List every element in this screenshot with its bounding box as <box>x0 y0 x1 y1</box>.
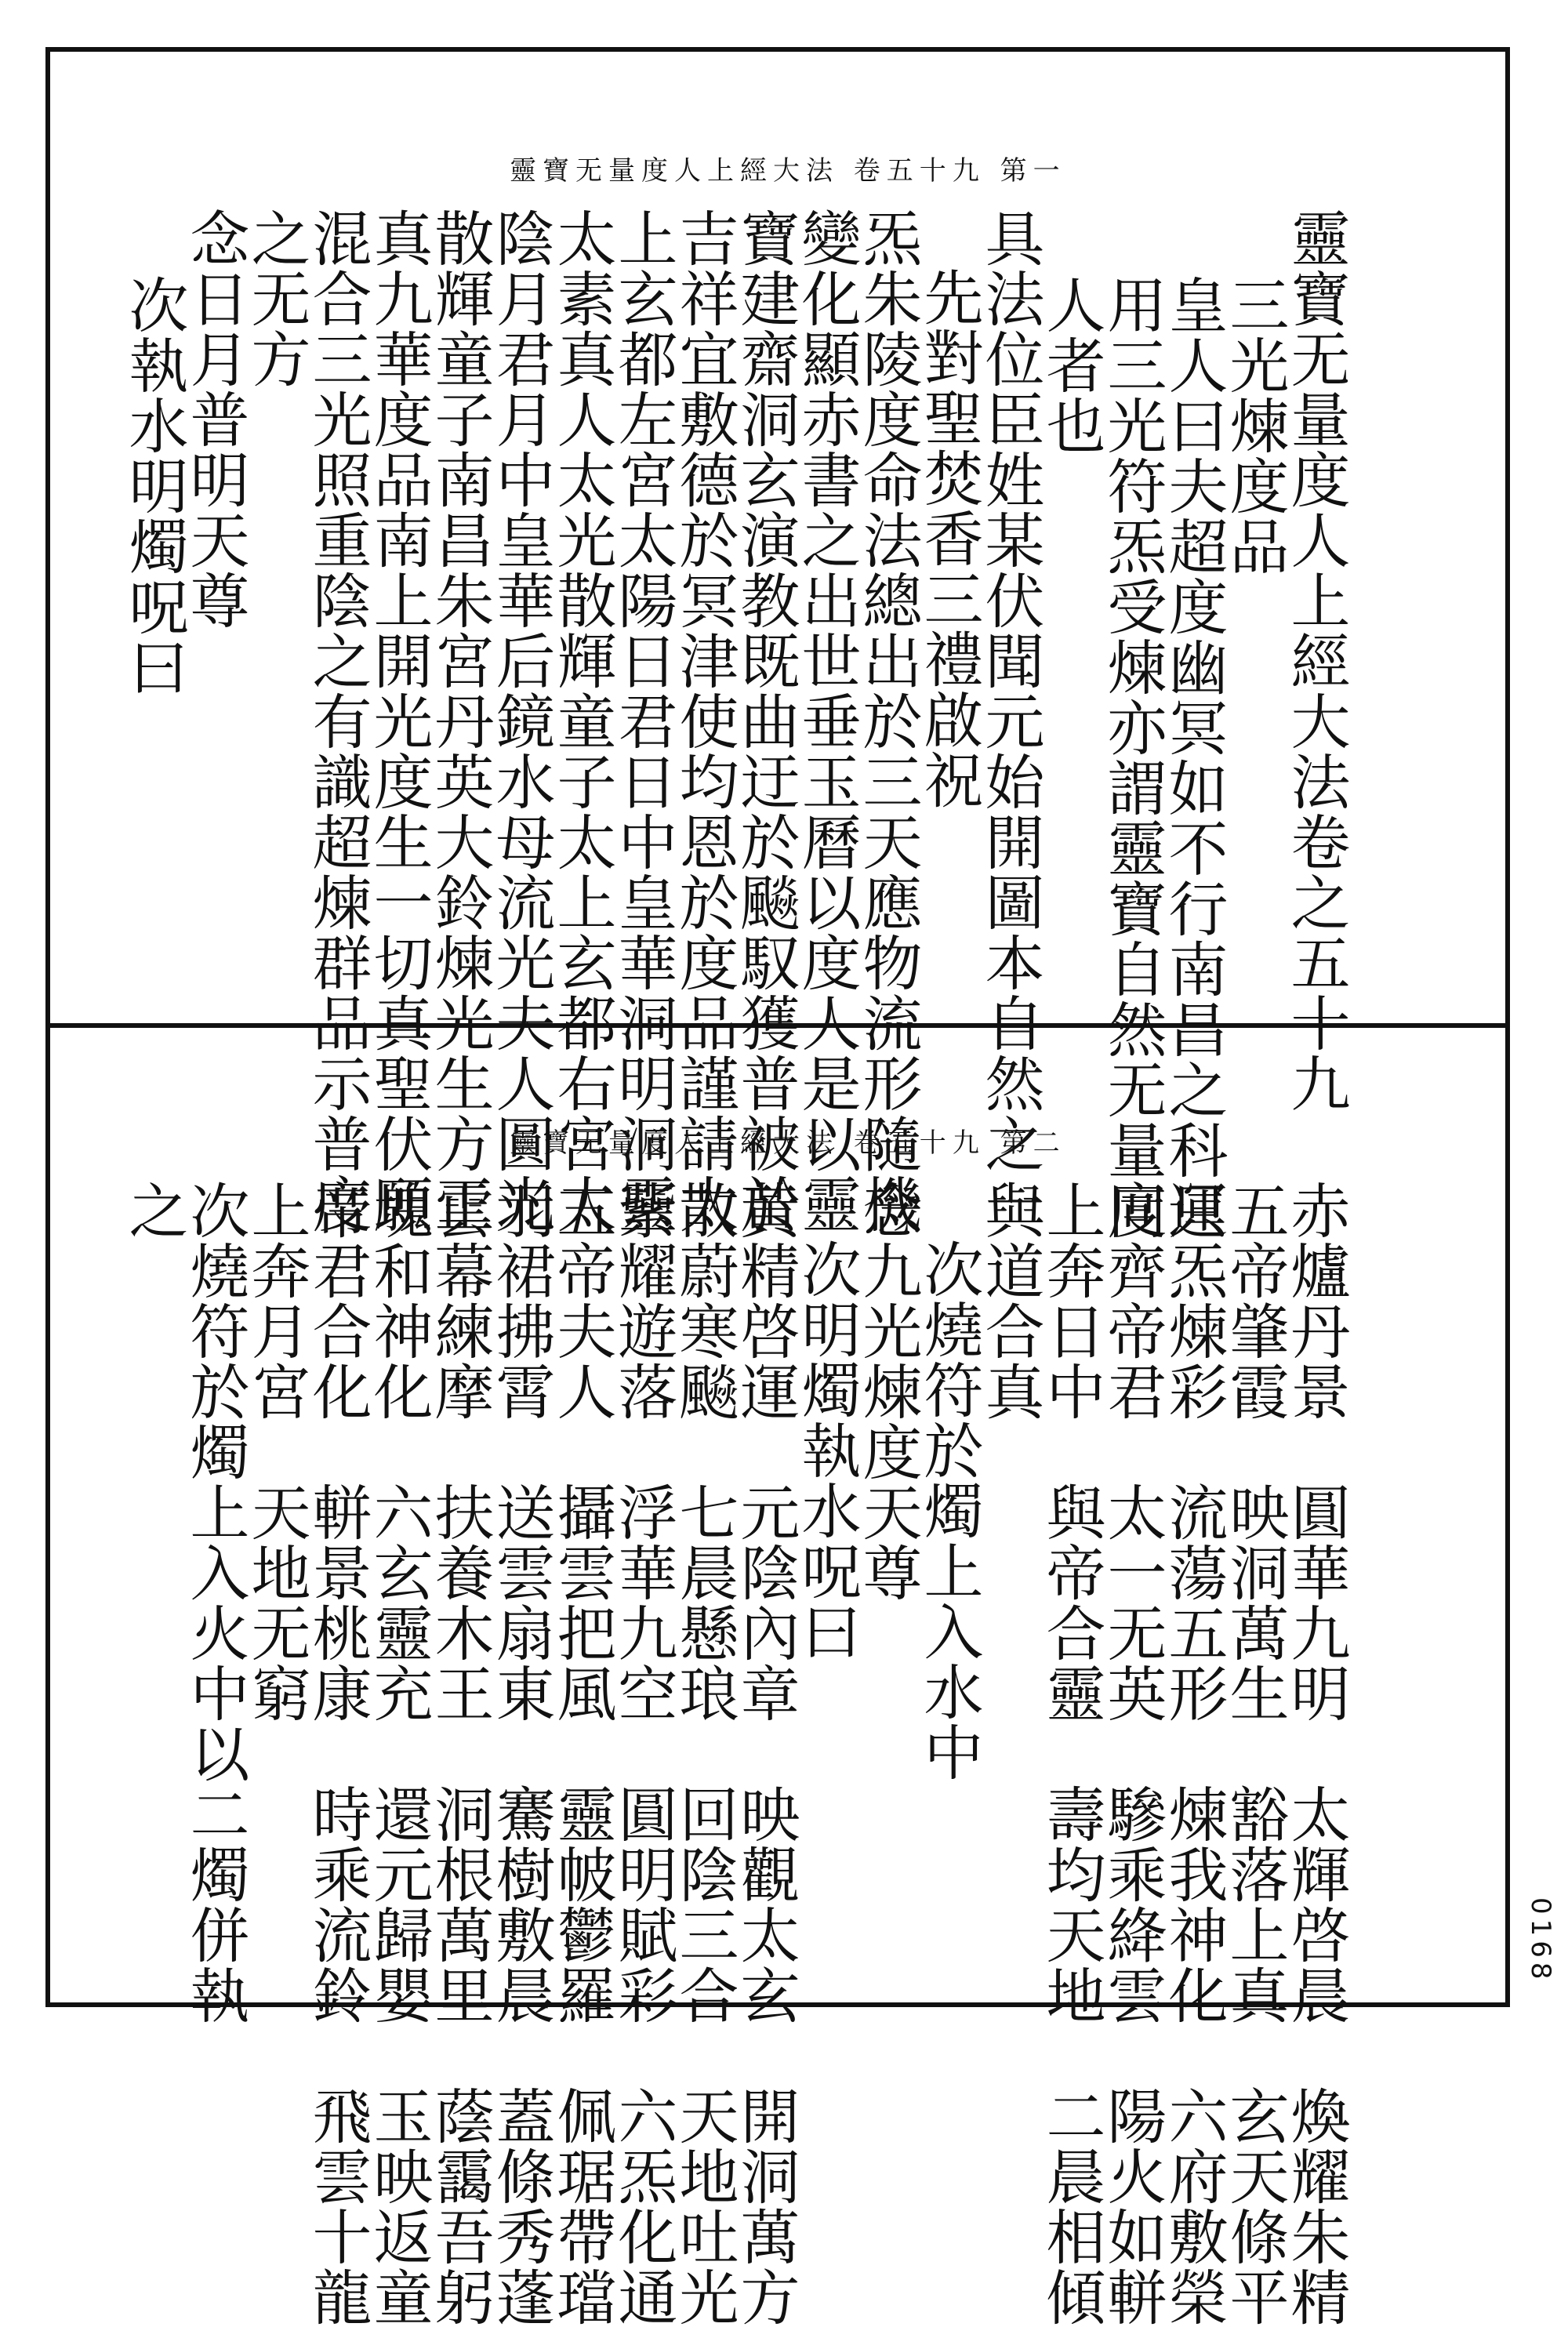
upper-text-column: 靈寶无量度人上經大法卷之五十九 <box>1281 208 1351 1113</box>
lower-text-column: 上奔日中 與帝合靈 壽均天地 二晨相傾 <box>1036 1180 1106 2327</box>
lower-text-column: 之 <box>119 1180 189 1240</box>
upper-text-column: 太素真人太光散輝童子太上玄都右宮太 <box>547 208 617 1234</box>
upper-text-column: 皇人曰夫超度幽冥如不行南昌之科只 <box>1159 274 1229 1240</box>
upper-text-column: 變化顯赤書之出世垂玉曆以度人是以靈 <box>792 208 862 1234</box>
lower-text-column: 赤爐丹景 圓華九明 太輝啓晨 煥耀朱精 <box>1281 1180 1351 2327</box>
lower-text-column: 次明燭執水呪曰 <box>792 1239 862 1661</box>
upper-text-column: 散輝童子南昌朱宮丹英大鈴煉光生方正 <box>425 208 495 1234</box>
lower-text-column: 念九光煉度天尊 <box>853 1180 923 1603</box>
sheet-number: 0168 <box>1525 1897 1556 1984</box>
upper-text-column: 次執水明燭呪曰 <box>119 274 189 697</box>
lower-text-column: 帝君合化 軿景桃康 時乘流鈴 飛雲十龍 <box>303 1180 372 2327</box>
lower-text-column: 散蔚寒飈 七晨懸琅 回陰三合 天地吐光 <box>670 1180 739 2327</box>
upper-text-column: 真九華度品南上開光度生一切真聖伏願 <box>364 208 434 1234</box>
lower-text-column: 與道合真 <box>975 1180 1045 1421</box>
lower-text-column: 同齊帝君 太一无英 驂乘絳雲 陽火如軿 <box>1098 1180 1167 2327</box>
lower-text-column: 紫耀遊落 浮華九空 圓明賦彩 六炁化通 <box>608 1180 678 2327</box>
upper-text-column: 吉祥宜敷德於冥津使均恩於度品謹請太 <box>670 208 739 1234</box>
lower-text-column: 五帝夫人 攝雲把風 靈帔鬱羅 佩琚帶璫 <box>547 1180 617 2327</box>
lower-text-column: 黃精啓運 元陰內章 映觀太玄 開洞萬方 <box>731 1180 800 2327</box>
upper-text-column: 炁朱陵度命法總出於三天應物流形隨機 <box>853 208 923 1234</box>
upper-text-column: 寶建齋洞玄演教既曲迂於飈馭獲普被於 <box>731 208 800 1234</box>
upper-text-column: 先對聖焚香三禮啟祝 <box>914 267 984 810</box>
lower-text-column: 次燒符於燭上入水中 <box>914 1239 984 1782</box>
upper-text-column: 用三光符炁受煉亦謂靈寶自然无量度 <box>1098 274 1167 1240</box>
lower-text-column: 塊和神化 六玄靈充 還元歸嬰 玉映返童 <box>364 1180 434 2327</box>
lower-text-column: 次燒符於燭上入火中以二燭併執 <box>180 1180 250 2025</box>
upper-text-column: 具法位臣姓某伏聞元始開圖本自然之一 <box>975 208 1045 1234</box>
lower-text-column: 五帝肇霞 映洞萬生 豁落上真 玄天條平 <box>1220 1180 1290 2327</box>
lower-running-header: 靈寶无量度人上經大法 卷五十九 第二 <box>510 1127 1066 1159</box>
lower-text-column: 雲幕練摩 扶養木王 洞根萬里 蔭靄吾躬 <box>425 1180 495 2327</box>
upper-running-header: 靈寶无量度人上經大法 卷五十九 第一 <box>510 155 1066 187</box>
upper-text-column: 人者也 <box>1036 274 1106 456</box>
lower-text-column: 上奔月宮 天地无窮 <box>241 1180 311 1723</box>
lower-text-column: 運炁煉彩 流蕩五形 煉我神化 六府敷榮 <box>1159 1180 1229 2327</box>
upper-text-column: 上玄都左宮太陽日君日中皇華洞明洞靈 <box>608 208 678 1234</box>
upper-text-column: 念日月普明天尊 <box>180 208 250 630</box>
lower-text-column: 羽裙拂霄 送雲扇東 騫樹敷晨 蓋條秀蓬 <box>486 1180 556 2327</box>
upper-text-column: 之无方 <box>241 208 311 389</box>
upper-text-column: 三光煉度品 <box>1220 274 1290 576</box>
upper-text-column: 陰月君月中皇華后鏡水母流光夫人圓光 <box>486 208 556 1234</box>
upper-text-column: 混合三光照重陰之有識超煉群品示普度 <box>303 208 372 1234</box>
